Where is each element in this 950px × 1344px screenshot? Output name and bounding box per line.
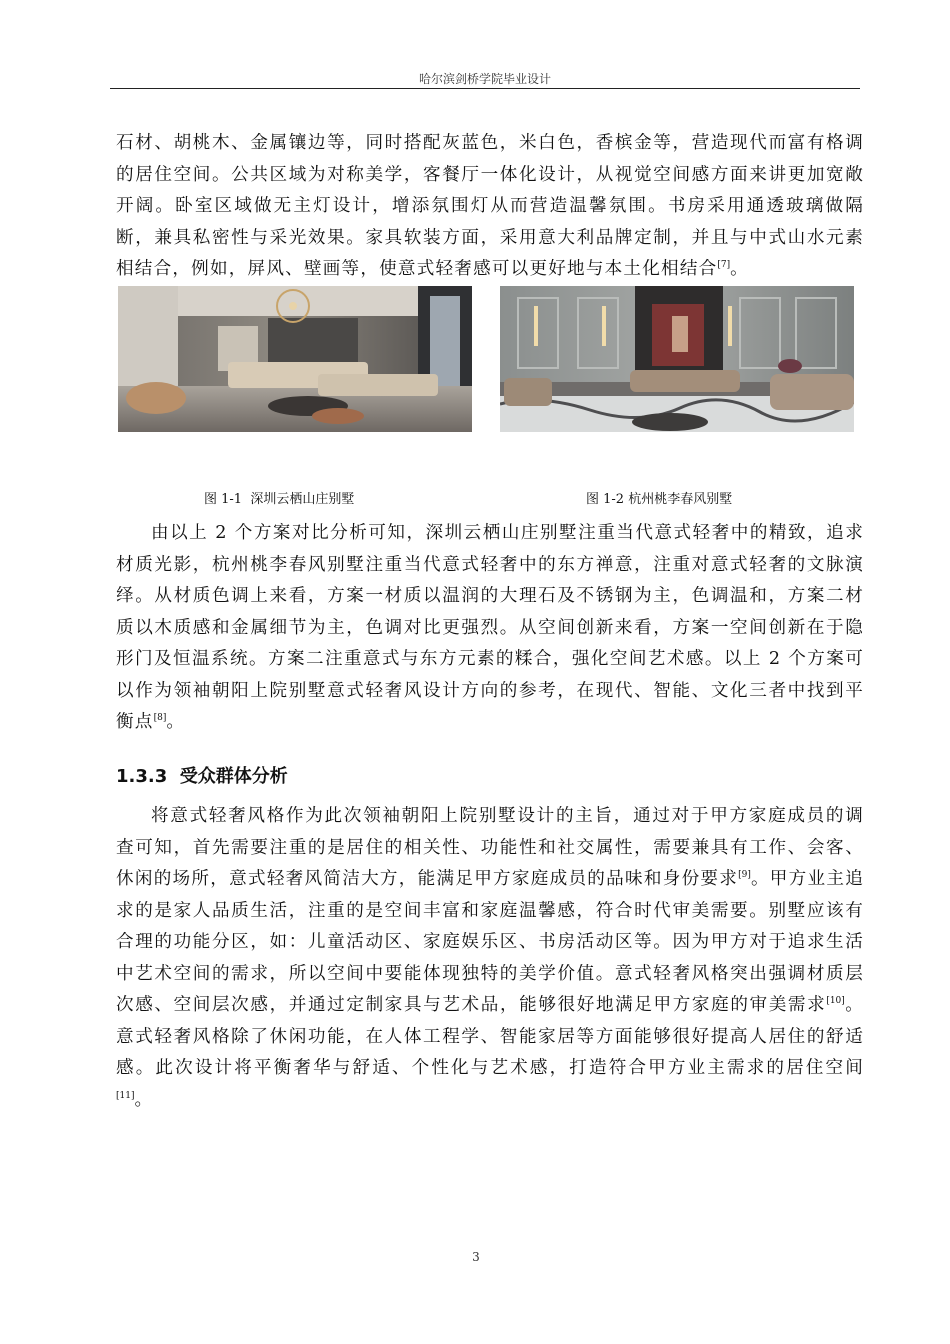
figure-1-1-caption: 图 1-1 深圳云栖山庄别墅 [204, 492, 355, 507]
paragraph-text: 。 意式轻奢风格除了休闲功能，在人体工程学、智能家居等方面能够很好提高人居住的舒适 感。此次设计将平衡奢华与舒适、个性化与艺术感，打造符合甲方业主需求的居住空间 [116, 995, 864, 1078]
paragraph-audience [116, 801, 864, 1116]
paragraph-materials [116, 128, 864, 286]
lounge-image [500, 286, 854, 432]
section-number: 1.3.3 [116, 766, 168, 787]
figure-1-1-photo [118, 286, 472, 432]
header-rule [110, 88, 860, 89]
running-header: 哈尔滨剑桥学院毕业设计 [418, 72, 551, 86]
paragraph-text: 将意式轻奢风格作为此次领袖朝阳上院别墅设计的主旨，通过对于甲方家庭成员的调查可知，首先需要注重的是居住的相关性、功能性和社交属性，需要兼具有工作、会客、休闲的场所，意式轻奢风简洁大方，能满足甲方家庭成员的品味和身份要求 [116, 806, 864, 889]
paragraph-comparison [116, 518, 864, 739]
figure-1-2-caption: 图 1-2 杭州桃李春风别墅 [586, 492, 733, 507]
paragraph-text: 由以上 2 个方案对比分析可知，深圳云栖山庄别墅注重当代意式轻奢中的精致，追求 材质光影，杭州桃李春风别墅注重当代意式轻奢中的东方禅意，注重对意式轻奢的文脉演 绎。从材质色调上来看，方案一材质以温润的大理石及不锈钢为主，色调温和，方案二材 质以木质感和金属细节为主，色调对比更强烈。从空间创新来看，方案一空间创新在于隐 形门及恒温系统。方案二注重意式与东方元素的糅合，强化空间艺术感。以上 2 个方案可 以作为领袖朝阳上院别墅意式轻奢风设计方向的参考，在现代、智能、文化三者中找到平 衡点 [116, 523, 864, 732]
paragraph-end: 。 [730, 259, 749, 279]
paragraph-text: 。甲方业主追求的是家人品质生活，注重的是空间丰富和家庭温馨感，符合时代审美需要。别墅应该有合理的功能分区，如：儿童活动区、家庭娱乐区、书房活动区等。因为甲方对于追求生活中艺术空间的需求，所以空间中要能体现独特的美学价值。意式轻奢风格突出强调材质层次感、空间层次感，并通过定制家具与艺术品，能够很好地满足甲方家庭的审美需求 [116, 869, 865, 1015]
citation: [7] [717, 260, 731, 271]
figure-1-2-photo [500, 286, 854, 432]
living-room-image [118, 286, 472, 432]
citation: [8] [153, 713, 167, 724]
section-heading [116, 762, 288, 788]
citation: [10] [826, 996, 845, 1007]
citation: [11] [116, 1090, 135, 1101]
paragraph-text: 石材、胡桃木、金属镶边等，同时搭配灰蓝色，米白色，香槟金等，营造现代而富有格调的居住空间。公共区域为对称美学，客餐厅一体化设计，从视觉空间感方面来讲更加宽敞开阔。卧室区域做无主灯设计，增添氛围灯从而营造温馨氛围。书房采用通透玻璃做隔断，兼具私密性与采光效果。家具软装方面，采用意大利品牌定制，并且与中式山水元素相结合，例如，屏风、壁画等，使意式轻奢感可以更好地与本土化相结合 [116, 133, 864, 279]
paragraph-end: 。 [134, 1089, 154, 1110]
section-title: 受众群体分析 [179, 766, 288, 787]
citation: [9] [738, 870, 751, 881]
page-number: 3 [472, 1250, 480, 1264]
paragraph-end: 。 [166, 712, 186, 732]
